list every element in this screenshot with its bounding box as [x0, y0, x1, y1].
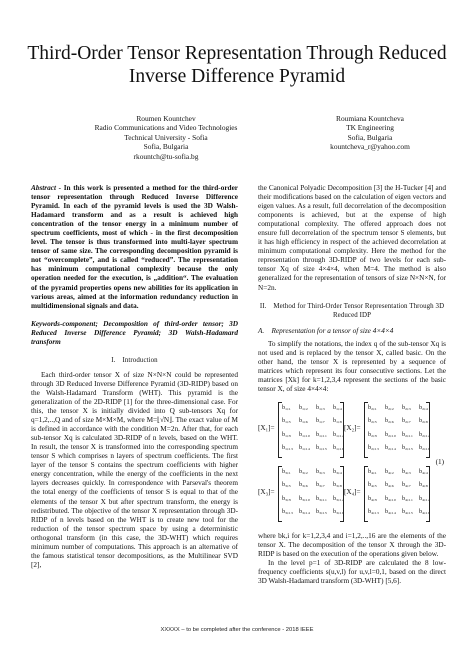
matrix-cell: b₄,₉ — [368, 495, 377, 502]
paper-title: Third-Order Tensor Representation Through Reduced Inverse Difference Pyramid — [27, 43, 447, 87]
matrix-cell: b₄,₃ — [402, 468, 411, 475]
matrix-cell: b₁,₁₅ — [316, 445, 327, 452]
right-paragraph-4: In the level p=1 of 3D-RIDP are calculated the 8 low-frequency coefficients s(u,v,l) for u,v,l=0,1, based on the direct 3D Walsh-Hadamard transform (3D-WHT) [5,6]. — [258, 559, 446, 586]
author-city: Sofia, Bulgaria — [143, 142, 189, 152]
matrix-cell: b₁,₈ — [333, 418, 342, 425]
matrix-cell: b₃,₁₁ — [316, 495, 327, 502]
matrix-cell: b₃,₉ — [282, 495, 291, 502]
right-paragraph-2: To simplify the notations, the index q of the sub-tensor Xq is not used and is replaced by the tensor X, called basic. On the other hand, the tensor X is represented by a sequence of matrices which represent its four consecutive sections. Let the matrices [Xk] for k=1,2,3,4 represent the sections of the basic tensor X, of size 4×4×4: — [258, 339, 446, 393]
matrix-cell: b₂,₈ — [419, 418, 428, 425]
matrix-cell: b₃,₆ — [299, 482, 308, 489]
section-heading-method: II. Method for Third-Order Tensor Representation Through 3D Reduced IDP — [259, 302, 445, 319]
matrix-cell: b₁,₁ — [282, 404, 291, 411]
author-affiliation: Radio Communications and Video Technologies — [94, 123, 238, 133]
abstract — [31, 184, 238, 311]
matrix-label: [X₃]= — [258, 487, 275, 496]
matrix-cell: b₄,₂ — [385, 468, 394, 475]
matrix-cell: b₄,₁₁ — [402, 495, 413, 502]
matrix-cell: b₂,₂ — [385, 404, 394, 411]
right-paragraph-1: the Canonical Polyadic Decomposition [3] the H-Tucker [4] and their modifications based on the calculation of eigen vectors and eigen values. As a result, full decorrelation of the decomposition components is achieved, but at the expense of high computational complexity. The offered approach does not ensure full decorrelation of the spectrum tensor S elements, but it has high efficiency in respect of the achieved decorrelation at minimum computational complexity. Here the method for the representation through 3D-RIDP of two levels for each sub-tensor Xq of size 4×4×4, when M=4. The method is also generalized for the representation of tensors of size N×N×N, for N=2n. — [258, 184, 446, 292]
matrix-cell: b₄,₅ — [368, 482, 377, 489]
matrix-cell: b₂,₁₁ — [402, 431, 413, 438]
author-city: Sofia, Bulgaria — [347, 132, 393, 142]
matrix-cell: b₂,₇ — [402, 418, 411, 425]
matrix-cell: b₂,₄ — [419, 404, 428, 411]
abstract-text: In this work is presented a method for the third-order tensor representation through Reduced Inverse Difference Pyramid. In each of the pyramid levels is used the 3D Walsh-Hadamard transform and as a result is achieved high concentration of the tensor energy in a minimum number of spectrum coefficients, most of which - in the first decomposition level. The tensor is thus transformed into multi-layer spectrum tensor of same size. The corresponding decomposition pyramid is not “overcomplete”, and is called “reduced”. The representation has minimum computational complexity because the only operation needed for the execution, is „addition“. The evaluation of the pyramid properties opens new abilities for its application in various areas, aimed at the information redundancy reduction in multidimensional signals and data. — [31, 184, 239, 310]
matrix-cell: b₄,₈ — [419, 482, 428, 489]
matrix-cell: b₁,₆ — [299, 418, 308, 425]
page-footer: XXXXX – to be completed after the conference - 2018 IEEE — [160, 627, 314, 633]
matrix-cell: b₂,₃ — [402, 404, 411, 411]
matrix-cell: b₂,₁₆ — [419, 445, 430, 452]
matrix-cell: b₁,₉ — [282, 431, 291, 438]
matrix-bracket-right — [426, 402, 430, 458]
matrix-cell: b₂,₁₄ — [385, 445, 396, 452]
matrix-cell: b₁,₁₀ — [299, 431, 310, 438]
matrix-cell: b₁,₁₃ — [282, 445, 293, 452]
author-email[interactable]: rkountch@tu-sofia.bg — [133, 151, 199, 161]
matrix-cell: b₁,₁₄ — [299, 445, 310, 452]
matrix-cell: b₁,₇ — [316, 418, 325, 425]
left-column — [31, 184, 238, 570]
equation-1 — [258, 400, 446, 528]
matrix-label: [X₄]= — [344, 487, 361, 496]
matrix-cell: b₄,₇ — [402, 482, 411, 489]
matrix-cell: b₁,₁₁ — [316, 431, 327, 438]
matrix-cell: b₁,₄ — [333, 404, 342, 411]
matrix-cell: b₄,₁₅ — [402, 509, 413, 516]
author-block-1 — [86, 114, 246, 161]
matrix-cell: b₃,₃ — [316, 468, 325, 475]
matrix-cell: b₄,₄ — [419, 468, 428, 475]
matrix-cell: b₄,₁₂ — [419, 495, 430, 502]
author-email[interactable]: kountcheva_r@yahoo.com — [330, 142, 410, 152]
matrix-cell: b₁,₅ — [282, 418, 291, 425]
matrix-cell: b₂,₉ — [368, 431, 377, 438]
matrix-cell: b₃,₇ — [316, 482, 325, 489]
matrix-cell: b₃,₁₃ — [282, 509, 293, 516]
matrix-cell: b₃,₁₆ — [333, 509, 344, 516]
matrix-cell: b₃,₁₄ — [299, 509, 310, 516]
author-block-2 — [300, 114, 440, 152]
matrix-cell: b₁,₃ — [316, 404, 325, 411]
matrix-cell: b₂,₁ — [368, 404, 377, 411]
right-paragraph-3: where bk,i for k=1,2,3,4 and i=1,2,..,16 are the elements of the tensor X. The decomposition of the tensor X through the 3D-RIDP is based on the execution of the operations given below. — [258, 531, 446, 559]
matrix-cell: b₄,₁ — [368, 468, 377, 475]
section-heading-introduction: I. Introduction — [111, 356, 158, 364]
author-affiliation: Technical University - Sofia — [124, 132, 208, 142]
matrix-cell: b₃,₁₀ — [299, 495, 310, 502]
intro-paragraph: Each third-order tensor X of size N×N×N could be represented through 3D Reduced Inverse Difference Pyramid (3D-RIDP) based on the Walsh-Hadamard Transform (WHT). This pyramid is the generalization of the 2D-RIDP [1] for the three-dimensional case. For this, the tensor X is initially divided into Q sub-tensors Xq for q=1,2,..,Q and of size M×M×M, where M=⌊√N⌋. The exact value of M is defined in accordance with the condition M=2n. After that, for each sub-tensor Xq is calculated 3D-RIDP of n levels, based on the WHT. In result, the tensor X is transformed into the corresponding spectrum tensor S which comprises n layers of spectrum coefficients. The first layer of the tensor S contains the spectrum coefficients with higher energy concentration, while the energy of the coefficients in the next layers decreases quickly. In correspondence with Parseval's theorem the total energy of the coefficients of tensor S is equal to that of the elements of the tensor X but after spectrum transform, the energy is redistributed. The objective of the tensor X representation through 3D-RIDP of n levels based on the WHT is to create new tool for the reduction of the tensor spectrum space by using a deterministic orthogonal transform (in this case, the 3D-WHT) which requires minimum number of computations. This approach is an alternative of the famous statistical tensor decompositions, as the Multilinear SVD [2], — [31, 370, 238, 569]
matrix-cell: b₁,₁₂ — [333, 431, 344, 438]
abstract-label: Abstract - — [31, 184, 62, 192]
matrix-cell: b₄,₆ — [385, 482, 394, 489]
matrix-cell: b₃,₄ — [333, 468, 342, 475]
matrix-cell: b₁,₂ — [299, 404, 308, 411]
matrix-cell: b₁,₁₆ — [333, 445, 344, 452]
matrix-cell: b₃,₅ — [282, 482, 291, 489]
matrix-label: [X₁]= — [258, 423, 275, 432]
matrix-cell: b₃,₈ — [333, 482, 342, 489]
matrix-bracket-right — [426, 466, 430, 522]
matrix-cell: b₂,₁₃ — [368, 445, 379, 452]
matrix-cell: b₂,₁₀ — [385, 431, 396, 438]
matrix-cell: b₄,₁₆ — [419, 509, 430, 516]
author-name: Roumiana Kountcheva — [336, 114, 404, 123]
matrix-cell: b₂,₆ — [385, 418, 394, 425]
keywords: Keywords-component; Decomposition of third-order tensor; 3D Reduced Inverse Difference Pyramid; 3D Walsh-Hadamard transform — [31, 319, 238, 346]
matrix-cell: b₂,₁₅ — [402, 445, 413, 452]
matrix-cell: b₃,₁₂ — [333, 495, 344, 502]
matrix-cell: b₂,₁₂ — [419, 431, 430, 438]
author-name: Roumen Kountchev — [136, 114, 196, 123]
matrix-cell: b₄,₁₃ — [368, 509, 379, 516]
right-column — [258, 184, 446, 586]
matrix-cell: b₃,₁₅ — [316, 509, 327, 516]
matrix-cell: b₄,₁₀ — [385, 495, 396, 502]
matrix-label: [X₂]= — [344, 423, 361, 432]
matrix-cell: b₂,₅ — [368, 418, 377, 425]
matrix-cell: b₃,₁ — [282, 468, 291, 475]
matrix-cell: b₄,₁₄ — [385, 509, 396, 516]
equation-number: (1) — [435, 457, 444, 466]
matrix-cell: b₃,₂ — [299, 468, 308, 475]
author-affiliation: TK Engineering — [346, 123, 394, 133]
subsection-heading-a: A. Representation for a tensor of size 4×4×4 — [258, 326, 394, 335]
